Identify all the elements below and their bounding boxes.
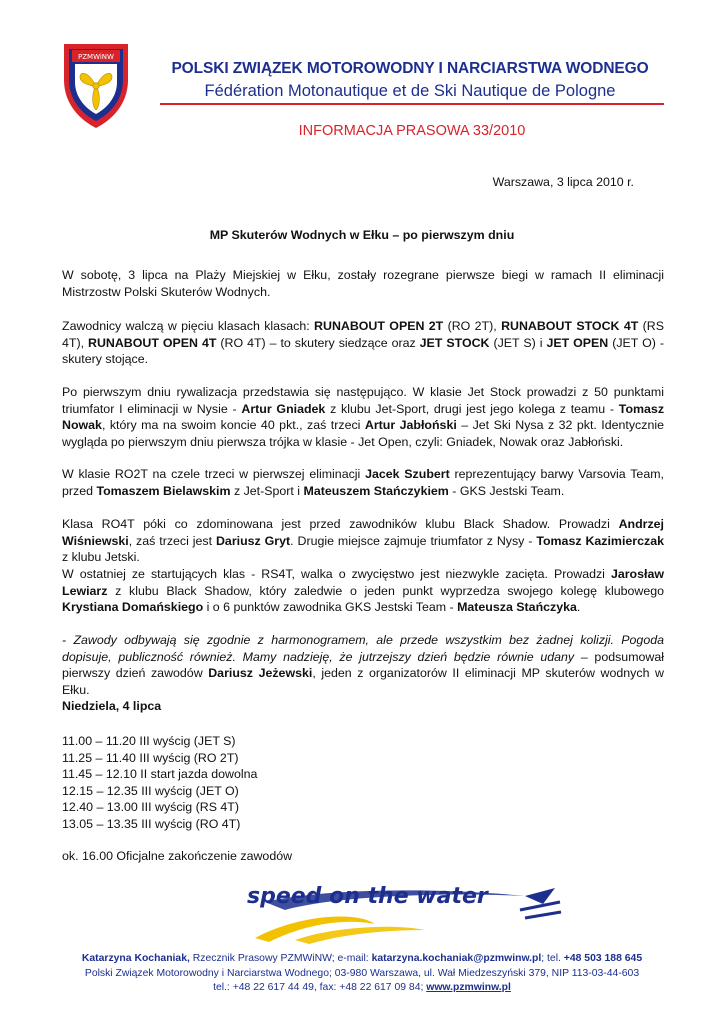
- paragraph-rs4t: W ostatniej ze startujących klas - RS4T, walka o zwycięstwo jest niezwykle zacięta. Prowadzi Jarosław Lewiarz z klubu Black Shadow, który zaledwie o jeden punkt wyprzedza swojego kolegę klubowego Krystiana Domańskiego i o 6 punktów zawodnika GKS Jestski Team - Mateusza Stańczyka.: [62, 567, 664, 614]
- press-release-title: INFORMACJA PRASOWA 33/2010: [298, 123, 526, 139]
- contact-footer: [30, 952, 694, 996]
- footer-line-address: Polski Związek Motorowodny i Narciarstwa Wodnego; 03-980 Warszawa, ul. Wał Miedzeszyński 379, NIP 113-03-44-603: [84, 967, 640, 979]
- speed-on-the-water-banner: [225, 880, 565, 944]
- document-date: Warszawa, 3 lipca 2010 r.: [492, 175, 634, 189]
- phone-number: +48 503 188 645: [563, 953, 643, 964]
- paragraph-ro2t: W klasie RO2T na czele trzeci w pierwszej eliminacji Jacek Szubert reprezentujący barwy Varsovia Team, przed Tomaszem Bielawskim z Jet-Sport i Mateuszem Stańczykiem - GKS Jestski Team.: [62, 467, 664, 498]
- paragraph-intro: W sobotę, 3 lipca na Plaży Miejskiej w Ełku, zostały rozegrane pierwsze biegi w ramach II eliminacji Mistrzostw Polski Skuterów Wodnych.: [62, 268, 664, 299]
- schedule-item: 11.00 – 11.20 III wyścig (JET S): [62, 734, 236, 748]
- schedule-list: [62, 733, 257, 832]
- organization-name-polish: POLSKI ZWIĄZEK MOTOROWODNY I NARCIARSTWA WODNEGO: [171, 60, 649, 77]
- paragraph-quote: - Zawody odbywają się zgodnie z harmonogramem, ale przede wszystkim bez żadnej kolizji. Pogoda dopisuje, publiczność również. Mamy nadzieję, że jutrzejszy dzień będzie równie udany – podsumował pierwszy dzień zawodów Dariusz Jeżewski, jeden z organizatorów II eliminacji MP skuterów wodnych w Ełku.: [62, 633, 664, 697]
- header-divider: [160, 103, 664, 105]
- pzmwinw-logo: [60, 40, 132, 130]
- schedule-item: 12.15 – 12.35 III wyścig (JET O): [62, 783, 239, 798]
- paragraph-jet-stock: Po pierwszym dniu rywalizacja przedstawia się następująco. W klasie Jet Stock prowadzi z 50 punktami triumfator I eliminacji w Nysie - Artur Gniadek z klubu Jet-Sport, drugi jest jego kolega z teamu - Tomasz Nowak, który ma na swoim koncie 40 pkt., zaś trzeci Artur Jabłoński – Jet Ski Nysa z 32 pkt. Identycznie wygląda po pierwszym dniu pierwsza trójka w klasie - Jet Open, czyli: Gniadek, Nowak oraz Jabłoński.: [62, 385, 665, 449]
- paragraph-ro4t: Klasa RO4T póki co zdominowana jest przed zawodników klubu Black Shadow. Prowadzi Andrzej Wiśniewski, zaś trzeci jest Dariusz Gryt. Drugie miejsce zajmuje triumfator z Nysy - Tomasz Kazimierczak z klubu Jetski.: [62, 517, 664, 564]
- schedule-item: 12.40 – 13.00 III wyścig (RS 4T): [62, 800, 239, 814]
- svg-text:PZMWiNW: PZMWiNW: [78, 53, 114, 61]
- email-link[interactable]: katarzyna.kochaniak@pzmwinw.pl: [371, 953, 542, 964]
- footer-line-contact: Katarzyna Kochaniak, Rzecznik Prasowy PZMWiNW; e-mail: katarzyna.kochaniak@pzmwinw.pl; tel. +48 503 188 645: [81, 953, 643, 964]
- website-link[interactable]: www.pzmwinw.pl: [426, 982, 511, 993]
- footer-line-phones: tel.: +48 22 617 44 49, fax: +48 22 617 09 84; www.pzmwinw.pl: [213, 982, 511, 993]
- closing-line: ok. 16.00 Oficjalne zakończenie zawodów: [62, 849, 293, 863]
- svg-text:speed on the water: speed on the water: [247, 884, 488, 909]
- spokesperson-name: Katarzyna Kochaniak,: [81, 953, 190, 964]
- schedule-item: 11.25 – 11.40 III wyścig (RO 2T): [62, 750, 239, 765]
- headline: MP Skuterów Wodnych w Ełku – po pierwszym dniu: [209, 228, 515, 242]
- paragraph-classes: Zawodnicy walczą w pięciu klasach klasach: RUNABOUT OPEN 2T (RO 2T), RUNABOUT STOCK 4T (RS 4T), RUNABOUT OPEN 4T (RO 4T) – to skutery siedzące oraz JET STOCK (JET S) i JET OPEN (JET O) - skutery stojące.: [62, 319, 664, 366]
- schedule-item: 11.45 – 12.10 II start jazda dowolna: [62, 767, 258, 781]
- sunday-heading: Niedziela, 4 lipca: [62, 699, 162, 713]
- schedule-item: 13.05 – 13.35 III wyścig (RO 4T): [62, 816, 241, 831]
- organization-name-french: Fédération Motonautique et de Ski Nautique de Pologne: [204, 82, 616, 100]
